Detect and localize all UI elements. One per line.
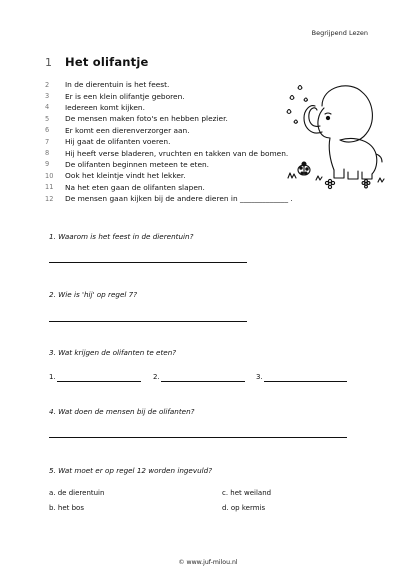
- line-text: De mensen maken foto's en hebben plezier.: [65, 114, 228, 124]
- answer-line-q1[interactable]: [49, 262, 247, 263]
- answer-line-q3-1[interactable]: [57, 381, 141, 382]
- line-text: Ook het kleintje vindt het lekker.: [65, 171, 186, 181]
- question-3: 3. Wat krijgen de olifanten te eten?: [49, 348, 177, 357]
- answer-line-q3-2[interactable]: [161, 381, 245, 382]
- line-text: Iedereen komt kijken.: [65, 102, 145, 112]
- line-text: Na het eten gaan de olifanten slapen.: [65, 182, 205, 192]
- question-1: 1. Waarom is het feest in de dierentuin?: [49, 232, 194, 241]
- line-number: 12: [45, 194, 54, 203]
- answer-label-2: 2.: [153, 373, 160, 381]
- line-number: 7: [45, 137, 50, 146]
- answer-line-q4[interactable]: [49, 437, 347, 438]
- question-2: 2. Wie is 'hij' op regel 7?: [49, 290, 138, 299]
- line-number: 3: [45, 92, 50, 101]
- line-number: 2: [45, 80, 50, 89]
- line-number: 5: [45, 114, 50, 123]
- option-a[interactable]: a. de dierentuin: [49, 489, 105, 497]
- title-row: [45, 55, 149, 69]
- footer-copyright: © www.juf-milou.nl: [178, 559, 238, 566]
- story-line: [45, 193, 345, 204]
- line-number: 8: [45, 149, 50, 158]
- line-text: Hij gaat de olifanten voeren.: [65, 137, 171, 147]
- line-number: 4: [45, 103, 50, 112]
- line-number: 11: [45, 183, 54, 192]
- title-line-number: 1: [45, 56, 52, 69]
- story-title: Het olifantje: [65, 55, 149, 69]
- answer-label-3: 3.: [256, 373, 263, 381]
- line-number: 10: [45, 171, 54, 180]
- option-d[interactable]: d. op kermis: [222, 504, 266, 512]
- line-text: De mensen gaan kijken bij de andere dieren in _____________ .: [65, 194, 293, 204]
- option-c[interactable]: c. het weiland: [222, 489, 272, 497]
- line-text: Hij heeft verse bladeren, vruchten en takken van de bomen.: [65, 148, 289, 158]
- line-text: In de dierentuin is het feest.: [65, 80, 170, 90]
- line-number: 9: [45, 160, 50, 169]
- line-text: Er komt een dierenverzorger aan.: [65, 125, 190, 135]
- worksheet-category: Begrijpend Lezen: [311, 29, 368, 37]
- option-b[interactable]: b. het bos: [49, 504, 84, 512]
- answer-label-1: 1.: [49, 373, 56, 381]
- question-4: 4. Wat doen de mensen bij de olifanten?: [49, 407, 195, 416]
- line-text: De olifanten beginnen meteen te eten.: [65, 159, 210, 169]
- answer-line-q2[interactable]: [49, 321, 247, 322]
- answer-line-q3-3[interactable]: [264, 381, 347, 382]
- line-text: Er is een klein olifantje geboren.: [65, 91, 185, 101]
- elephant-with-ladybug-icon: [282, 78, 390, 190]
- question-5: 5. Wat moet er op regel 12 worden ingevuld?: [49, 466, 213, 475]
- line-number: 6: [45, 126, 50, 135]
